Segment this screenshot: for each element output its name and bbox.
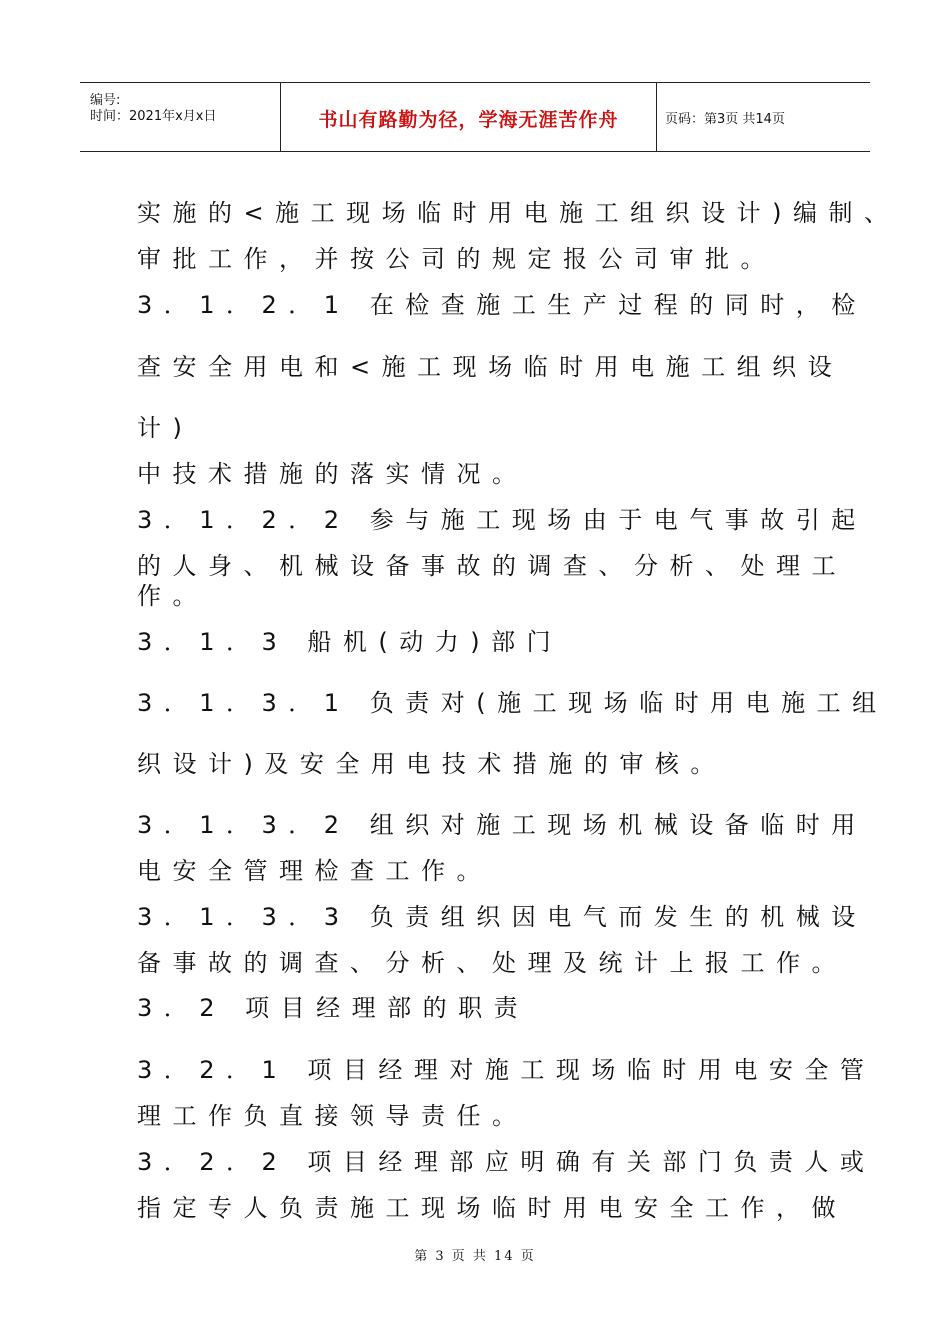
page-footer: 第 3 页 共 14 页 xyxy=(414,1249,536,1264)
text-line: 3．1．3．3 负责组织因电气而发生的机械设 xyxy=(137,903,867,931)
header-motto-cell xyxy=(280,83,657,151)
text-line: 备事故的调查、分析、处理及统计上报工作。 xyxy=(137,949,847,977)
text-line: 查安全用电和<施工现场临时用电施工组织设 xyxy=(137,353,844,381)
text-line: 作。 xyxy=(137,582,208,610)
text-line: 3．1．3．1 负责对(施工现场临时用电施工组 xyxy=(137,689,888,717)
text-line: 3．2．1 项目经理对施工现场临时用电安全管 xyxy=(137,1056,876,1084)
page-info: 页码：第3页 共14页 xyxy=(665,112,785,127)
text-line: 3．1．3 船机(动力)部门 xyxy=(137,628,563,656)
text-line: 3．1．2．2 参与施工现场由于电气事故引起 xyxy=(137,506,867,534)
header-page-cell xyxy=(656,83,870,151)
text-line: 的人身、机械设备事故的调查、分析、处理工 xyxy=(137,552,847,580)
text-line: 实施的<施工现场临时用电施工组织设计)编制、 xyxy=(137,199,900,227)
text-line: 计) xyxy=(137,414,194,442)
header-info-cell xyxy=(80,83,280,151)
text-line: 织设计)及安全用电技术措施的审核。 xyxy=(137,750,726,778)
code-label: 编号: xyxy=(90,93,121,108)
text-line: 3．1．2．1 在检查施工生产过程的同时，检 xyxy=(137,291,867,319)
motto: 书山有路勤为径，学海无涯苦作舟 xyxy=(318,109,619,131)
text-line: 3．2 项目经理部的职责 xyxy=(137,994,530,1022)
text-line: 3．1．3．2 组织对施工现场机械设备临时用 xyxy=(137,811,867,839)
document-header xyxy=(80,82,870,152)
text-line: 指定专人负责施工现场临时用电安全工作，做 xyxy=(137,1194,847,1222)
text-line: 中技术措施的落实情况。 xyxy=(137,460,528,488)
text-line: 3．2．2 项目经理部应明确有关部门负责人或 xyxy=(137,1148,876,1176)
time-label: 时间：2021年x月x日 xyxy=(90,109,217,124)
text-line: 理工作负直接领导责任。 xyxy=(137,1102,528,1130)
text-line: 电安全管理检查工作。 xyxy=(137,857,492,885)
text-line: 审批工作，并按公司的规定报公司审批。 xyxy=(137,245,776,273)
